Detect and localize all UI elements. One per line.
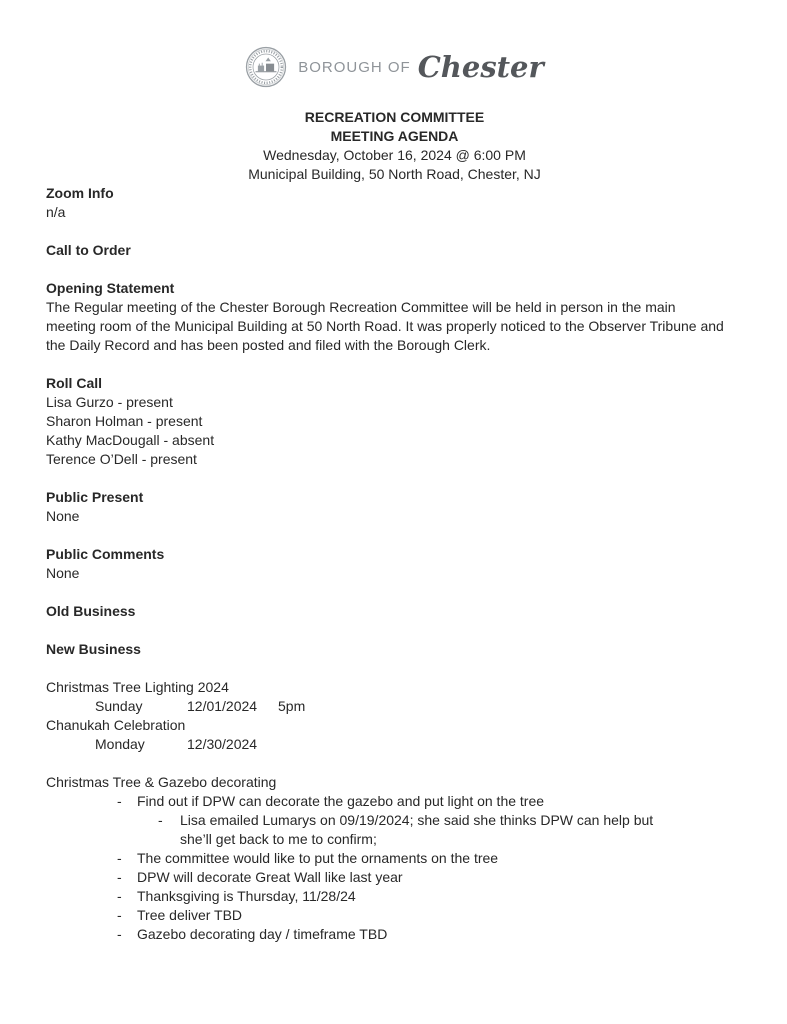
- section-heading: Zoom Info: [46, 185, 114, 201]
- section-heading: Call to Order: [46, 242, 131, 258]
- list-item: [46, 925, 743, 944]
- list-item: [46, 849, 743, 868]
- event-day: Monday: [95, 736, 145, 752]
- dash-marker: -: [117, 926, 122, 942]
- list-item-text: Find out if DPW can decorate the gazebo and put light on the tree: [137, 793, 545, 809]
- list-item-text: Tree deliver TBD: [137, 907, 243, 923]
- section-public-present: [46, 488, 743, 526]
- committee-title: RECREATION COMMITTEE: [304, 109, 485, 125]
- event-detail: [46, 735, 743, 754]
- document-type: MEETING AGENDA: [330, 128, 459, 144]
- events-list: [46, 678, 743, 754]
- dash-marker: -: [117, 850, 122, 866]
- list-item: [46, 792, 743, 811]
- roll-call-entry: Kathy MacDougall - absent: [46, 432, 215, 448]
- dash-marker: -: [117, 907, 122, 923]
- section-heading: Public Comments: [46, 546, 165, 562]
- list-item-text: Lisa emailed Lumarys on 09/19/2024; she said she thinks DPW can help but she’ll get back to me to confirm;: [180, 812, 654, 847]
- list-item: [46, 887, 743, 906]
- chester-wordmark: Chester: [417, 50, 544, 84]
- roll-call-entry: Lisa Gurzo - present: [46, 394, 173, 410]
- opening-statement-text: The Regular meeting of the Chester Borough Recreation Committee will be held in person in the main meeting room of the Municipal Building at 50 North Road. It was properly noticed to the Observer Tribune and the Daily Record and has been posted and filed with the Borough Clerk.: [46, 299, 724, 353]
- section-body: None: [46, 565, 80, 581]
- list-item: [46, 906, 743, 925]
- list-item-text: DPW will decorate Great Wall like last year: [137, 869, 403, 885]
- borough-seal-icon: [245, 45, 287, 89]
- section-roll-call: [46, 374, 743, 469]
- dash-marker: -: [117, 793, 122, 809]
- title-block: [46, 108, 743, 184]
- dash-marker: -: [117, 869, 122, 885]
- event-detail: [46, 697, 743, 716]
- section-heading: Public Present: [46, 489, 144, 505]
- section-decorating: [46, 773, 743, 944]
- event-name: Christmas Tree Lighting 2024: [46, 679, 229, 695]
- section-heading: Opening Statement: [46, 280, 175, 296]
- section-heading: Roll Call: [46, 375, 103, 391]
- list-item: [46, 868, 743, 887]
- borough-logo: [46, 42, 743, 92]
- list-item-text: Thanksgiving is Thursday, 11/28/24: [137, 888, 356, 904]
- section-public-comments: [46, 545, 743, 583]
- list-item-text: The committee would like to put the ornaments on the tree: [137, 850, 499, 866]
- event-date: 12/30/2024: [187, 736, 258, 752]
- decorating-list: [46, 792, 743, 944]
- borough-logo-text: [298, 49, 544, 85]
- dash-marker: -: [117, 888, 122, 904]
- meeting-datetime: Wednesday, October 16, 2024 @ 6:00 PM: [263, 147, 526, 163]
- section-heading: Old Business: [46, 603, 136, 619]
- borough-of-label: BOROUGH OF: [298, 58, 411, 76]
- section-body: None: [46, 508, 80, 524]
- event-name: Chanukah Celebration: [46, 717, 186, 733]
- section-heading: New Business: [46, 641, 141, 657]
- list-item-text: Gazebo decorating day / timeframe TBD: [137, 926, 388, 942]
- section-opening-statement: [46, 279, 743, 355]
- event-date: 12/01/2024: [187, 698, 258, 714]
- list-item: [46, 811, 670, 849]
- meeting-location: Municipal Building, 50 North Road, Chester, NJ: [248, 166, 541, 182]
- roll-call-entry: Terence O’Dell - present: [46, 451, 197, 467]
- section-new-business: [46, 640, 743, 659]
- dash-marker: -: [158, 812, 163, 828]
- event-time: 5pm: [278, 698, 306, 714]
- decorating-heading: Christmas Tree & Gazebo decorating: [46, 774, 277, 790]
- roll-call-entry: Sharon Holman - present: [46, 413, 203, 429]
- section-call-to-order: [46, 241, 743, 260]
- section-old-business: [46, 602, 743, 621]
- section-zoom-info: [46, 184, 743, 222]
- event-day: Sunday: [95, 698, 143, 714]
- section-body: n/a: [46, 204, 66, 220]
